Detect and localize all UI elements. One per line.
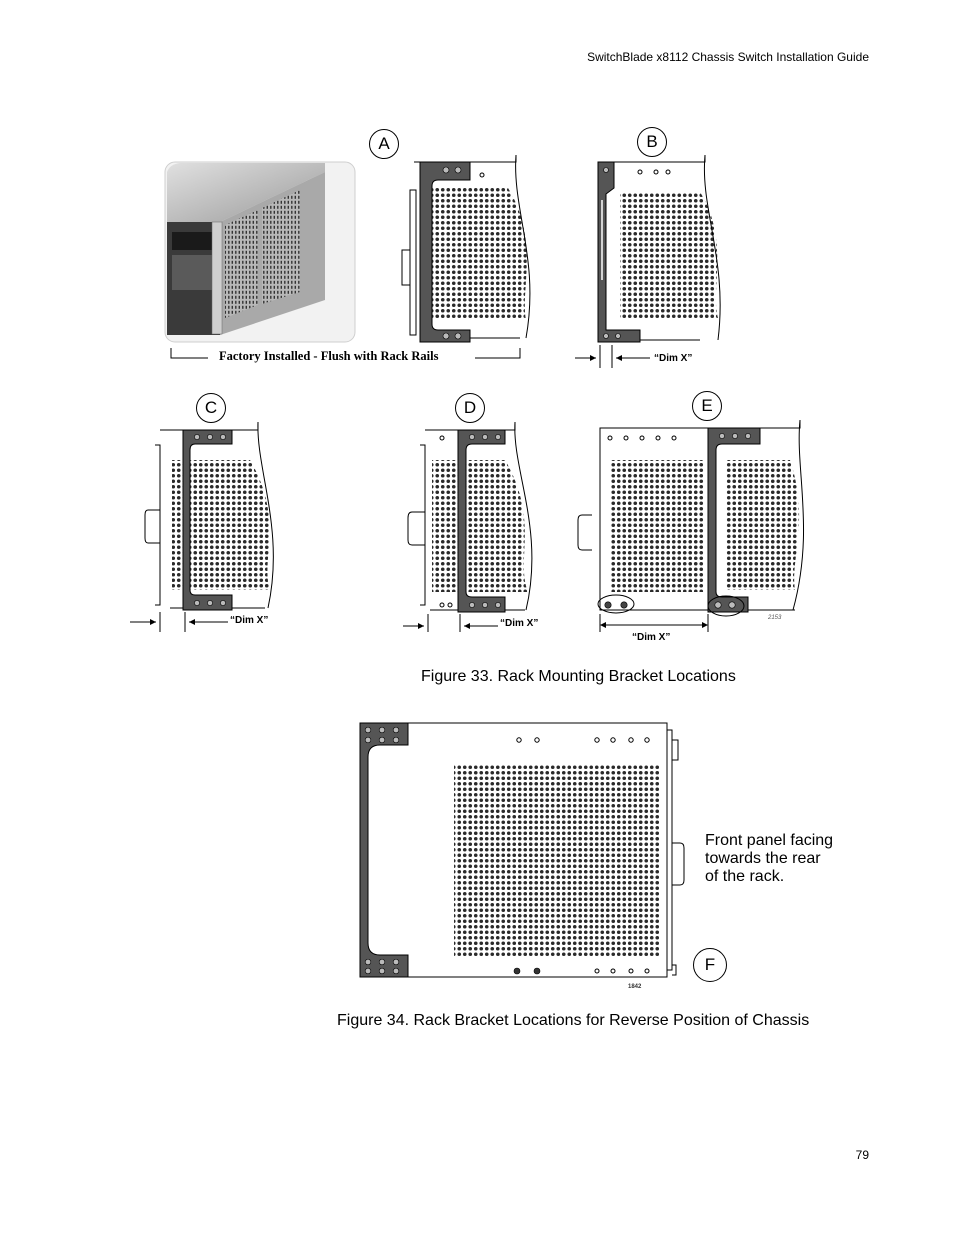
chassis-drawing-f bbox=[360, 723, 684, 977]
chassis-drawing-b bbox=[575, 155, 720, 368]
dim-x-label-c: “Dim X” bbox=[230, 615, 269, 626]
chassis-drawing-d bbox=[403, 422, 532, 632]
figure-33-caption: Figure 33. Rack Mounting Bracket Locations bbox=[421, 668, 736, 685]
chassis-photo bbox=[165, 162, 355, 342]
factory-installed-label: Factory Installed - Flush with Rack Rails bbox=[219, 349, 439, 363]
chassis-drawing-e bbox=[578, 420, 804, 632]
label-c: C bbox=[196, 393, 226, 423]
label-b: B bbox=[637, 127, 667, 157]
dim-x-label-b: “Dim X” bbox=[654, 353, 693, 364]
front-panel-note: Front panel facing towards the rear of the rack. bbox=[705, 832, 834, 885]
running-header: SwitchBlade x8112 Chassis Switch Installation Guide bbox=[587, 50, 869, 64]
dim-x-label-d: “Dim X” bbox=[500, 618, 539, 629]
page-number: 79 bbox=[855, 1148, 869, 1162]
figure-34-caption: Figure 34. Rack Bracket Locations for Reverse Position of Chassis bbox=[337, 1012, 810, 1029]
drawing-number-34: 1842 bbox=[628, 984, 642, 990]
chassis-drawing-a bbox=[402, 155, 530, 342]
label-f: F bbox=[693, 948, 727, 982]
chassis-drawing-c bbox=[130, 422, 273, 632]
dim-x-label-e: “Dim X” bbox=[632, 632, 671, 643]
drawing-number-33: 2153 bbox=[768, 615, 782, 621]
label-d: D bbox=[455, 393, 485, 423]
label-a: A bbox=[369, 129, 399, 159]
label-e: E bbox=[692, 391, 722, 421]
